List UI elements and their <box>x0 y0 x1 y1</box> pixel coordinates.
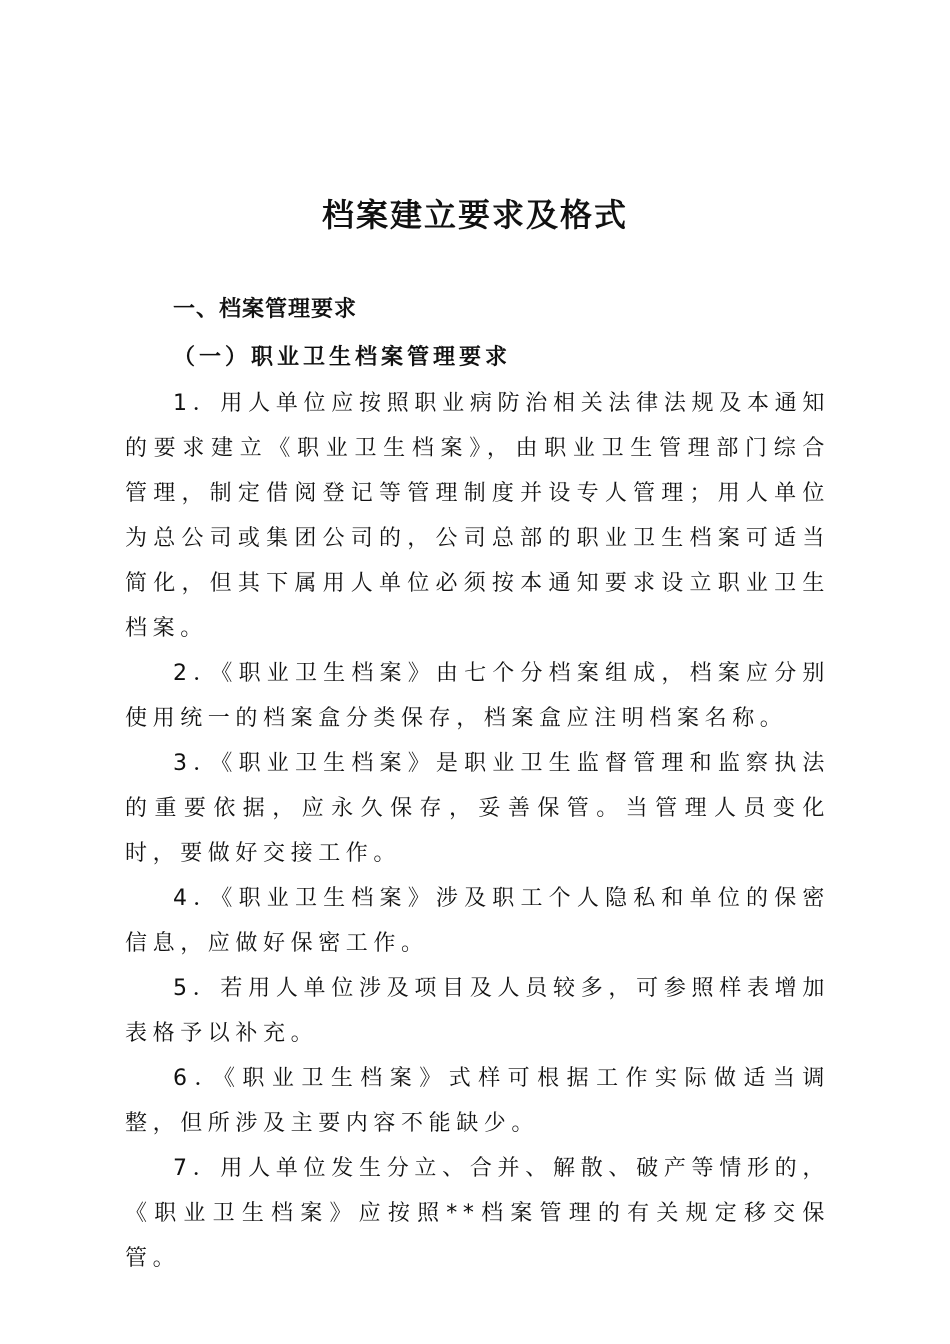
subsection-heading: （一）职业卫生档案管理要求 <box>173 345 512 370</box>
paragraph-2: 2．《职业卫生档案》由七个分档案组成，档案应分别使用统一的档案盒分类保存，档案盒应注明档案名称。 <box>125 661 830 731</box>
paragraph-4: 4．《职业卫生档案》涉及职工个人隐私和单位的保密信息，应做好保密工作。 <box>125 886 830 956</box>
document-body <box>125 381 830 1281</box>
paragraph-5: 5．若用人单位涉及项目及人员较多，可参照样表增加表格予以补充。 <box>125 976 830 1046</box>
paragraph-3: 3．《职业卫生档案》是职业卫生监督管理和监察执法的重要依据，应永久保存，妥善保管。当管理人员变化时，要做好交接工作。 <box>125 751 830 866</box>
paragraph-7: 7．用人单位发生分立、合并、解散、破产等情形的，《职业卫生档案》应按照**档案管理的有关规定移交保管。 <box>125 1156 830 1271</box>
paragraph-6: 6．《职业卫生档案》式样可根据工作实际做适当调整，但所涉及主要内容不能缺少。 <box>125 1066 830 1136</box>
section-heading: 一、档案管理要求 <box>173 297 358 322</box>
document-title: 档案建立要求及格式 <box>321 196 628 234</box>
paragraph-1: 1．用人单位应按照职业病防治相关法律法规及本通知的要求建立《职业卫生档案》，由职业卫生管理部门综合管理，制定借阅登记等管理制度并设专人管理；用人单位为总公司或集团公司的，公司总部的职业卫生档案可适当简化，但其下属用人单位必须按本通知要求设立职业卫生档案。 <box>125 391 830 641</box>
